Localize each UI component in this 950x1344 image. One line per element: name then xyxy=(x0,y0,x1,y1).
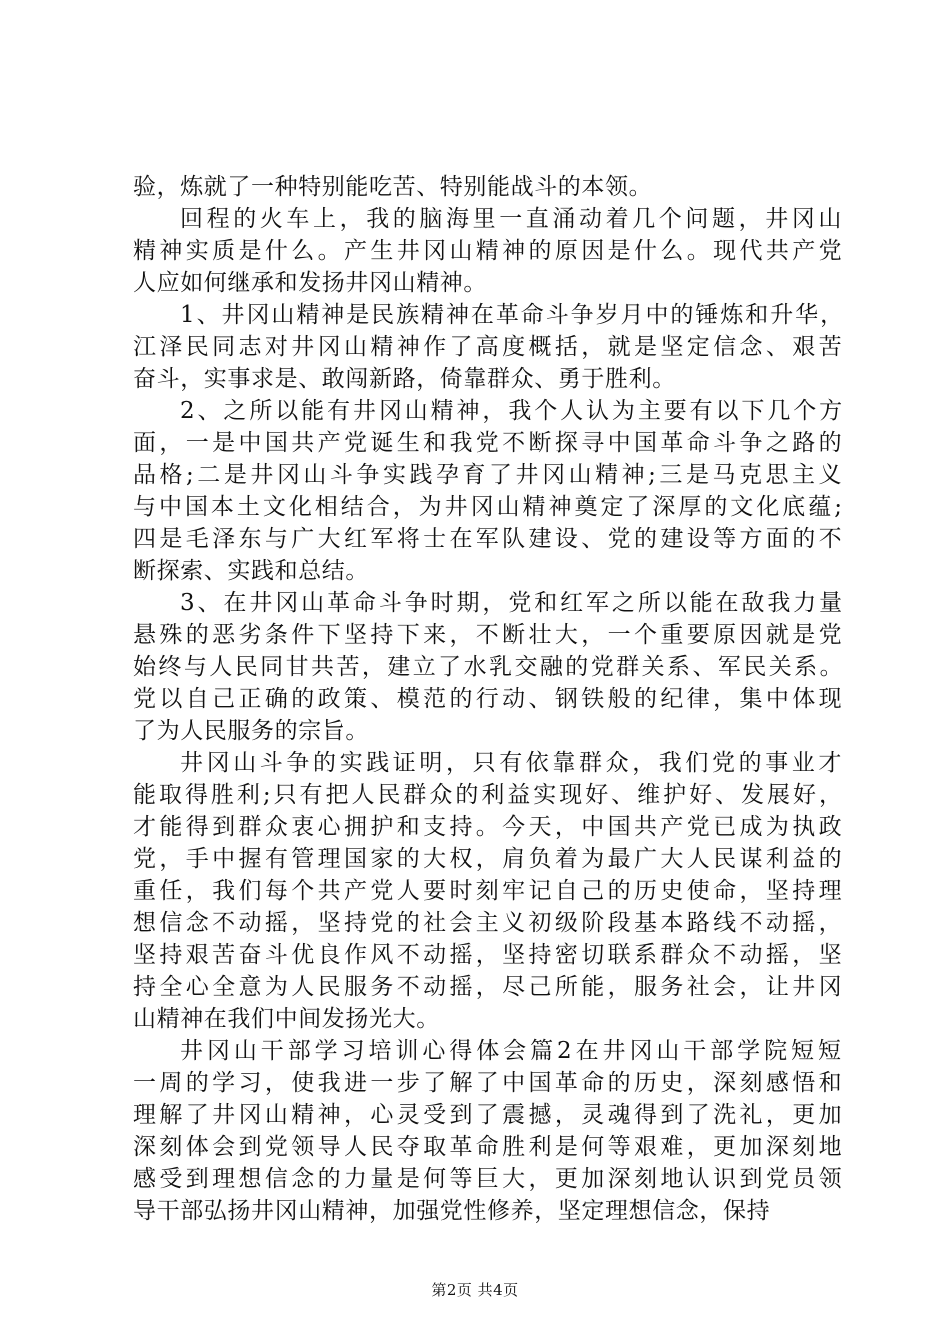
text-line: 理解了井冈山精神，心灵受到了震撼，灵魂得到了洗礼，更加 xyxy=(133,1102,845,1128)
text-line: 品格;二是井冈山斗争实践孕育了井冈山精神;三是马克思主义 xyxy=(133,462,846,488)
text-line: 导干部弘扬井冈山精神，加强党性修养，坚定理想信念，保持 xyxy=(133,1198,771,1224)
paragraph-first-line: 井冈山斗争的实践证明，只有依靠群众，我们党的事业才 xyxy=(180,750,845,776)
text-line: 一周的学习，使我进一步了解了中国革命的历史，深刻感悟和 xyxy=(133,1070,845,1096)
paragraph-first-line: 3、在井冈山革命斗争时期，党和红军之所以能在敌我力量 xyxy=(180,590,846,616)
text-line: 验，炼就了一种特别能吃苦、特别能战斗的本领。 xyxy=(133,174,653,200)
text-line: 面，一是中国共产党诞生和我党不断探寻中国革命斗争之路的 xyxy=(133,430,845,456)
text-line: 深刻体会到党领导人民夺取革命胜利是何等艰难，更加深刻地 xyxy=(133,1134,845,1160)
paragraph-first-line: 回程的火车上，我的脑海里一直涌动着几个问题，井冈山 xyxy=(180,206,845,232)
text-line: 感受到理想信念的力量是何等巨大，更加深刻地认识到党员领 xyxy=(133,1166,845,1192)
paragraph-first-line: 2、之所以能有井冈山精神，我个人认为主要有以下几个方 xyxy=(180,398,846,424)
text-line: 山精神在我们中间发扬光大。 xyxy=(133,1006,440,1032)
text-line: 了为人民服务的宗旨。 xyxy=(133,718,369,744)
text-line: 党，手中握有管理国家的大权，肩负着为最广大人民谋利益的 xyxy=(133,846,845,872)
text-line: 断探索、实践和总结。 xyxy=(133,558,369,584)
text-line: 精神实质是什么。产生井冈山精神的原因是什么。现代共产党 xyxy=(133,238,845,264)
text-line: 想信念不动摇，坚持党的社会主义初级阶段基本路线不动摇， xyxy=(133,910,845,936)
text-line: 重任，我们每个共产党人要时刻牢记自己的历史使命，坚持理 xyxy=(133,878,845,904)
text-line: 四是毛泽东与广大红军将士在军队建设、党的建设等方面的不 xyxy=(133,526,845,552)
document-body xyxy=(133,171,845,1227)
text-line: 党以自己正确的政策、模范的行动、钢铁般的纪律，集中体现 xyxy=(133,686,845,712)
text-line: 奋斗，实事求是、敢闯新路，倚靠群众、勇于胜利。 xyxy=(133,366,676,392)
text-line: 能取得胜利;只有把人民群众的利益实现好、维护好、发展好， xyxy=(133,782,845,808)
text-line: 悬殊的恶劣条件下坚持下来，不断壮大，一个重要原因就是党 xyxy=(133,622,845,648)
text-line: 坚持艰苦奋斗优良作风不动摇，坚持密切联系群众不动摇，坚 xyxy=(133,942,845,968)
paragraph-first-line: 井冈山干部学习培训心得体会篇2在井冈山干部学院短短 xyxy=(180,1038,845,1064)
text-line: 持全心全意为人民服务不动摇，尽己所能，服务社会，让井冈 xyxy=(133,974,845,1000)
text-line: 才能得到群众衷心拥护和支持。今天，中国共产党已成为执政 xyxy=(133,814,845,840)
text-line: 人应如何继承和发扬井冈山精神。 xyxy=(133,270,487,296)
page-number-footer: 第2页 共4页 xyxy=(431,1281,519,1299)
text-line: 江泽民同志对井冈山精神作了高度概括，就是坚定信念、艰苦 xyxy=(133,334,845,360)
paragraph-first-line: 1、井冈山精神是民族精神在革命斗争岁月中的锤炼和升华， xyxy=(180,302,846,328)
text-line: 始终与人民同甘共苦，建立了水乳交融的党群关系、军民关系。 xyxy=(133,654,846,680)
text-line: 与中国本土文化相结合，为井冈山精神奠定了深厚的文化底蕴; xyxy=(133,494,845,520)
